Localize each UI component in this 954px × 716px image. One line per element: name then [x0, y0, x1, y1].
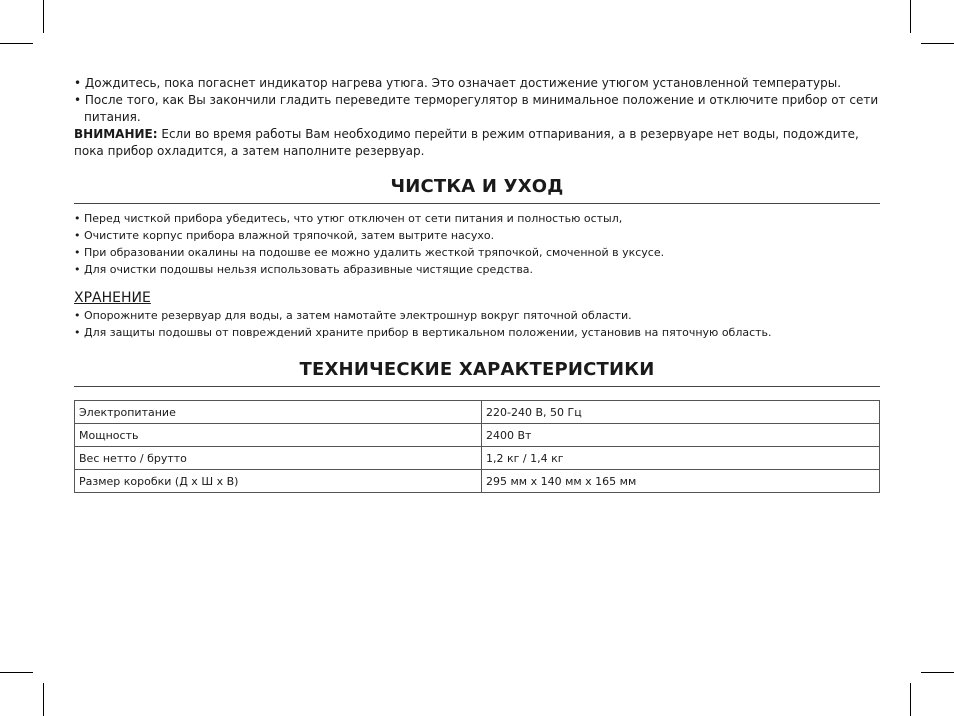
cleaning-item-1: • Перед чисткой прибора убедитесь, что утюг отключен от сети питания и полностью остыл, [74, 212, 623, 225]
spec-label: Мощность [75, 424, 482, 447]
crop-mark-bottom-right-v [910, 683, 911, 716]
storage-item-2: • Для защиты подошвы от повреждений храните прибор в вертикальном положении, установив на пяточную область. [74, 326, 772, 339]
page-content [74, 75, 880, 488]
intro-bullet-2: • После того, как Вы закончили гладить переведите терморегулятор в минимальное положение и отключите прибор от сети [74, 93, 879, 107]
specs-rule [74, 386, 880, 387]
storage-title: ХРАНЕНИЕ [74, 290, 151, 306]
specs-title: ТЕХНИЧЕСКИЕ ХАРАКТЕРИСТИКИ [299, 359, 655, 380]
warning-text-2: пока прибор охладится, а затем наполните резервуар. [74, 144, 425, 158]
spec-value: 1,2 кг / 1,4 кг [482, 447, 880, 470]
intro-section [74, 75, 880, 160]
spec-label: Вес нетто / брутто [75, 447, 482, 470]
spec-label: Электропитание [75, 401, 482, 424]
specs-table [74, 400, 880, 493]
spec-label: Размер коробки (Д х Ш х В) [75, 470, 482, 493]
crop-mark-bottom-right-h [921, 672, 954, 673]
crop-mark-top-right-v [910, 0, 911, 33]
crop-mark-bottom-left-h [0, 672, 33, 673]
spec-value: 220-240 В, 50 Гц [482, 401, 880, 424]
storage-item-1: • Опорожните резервуар для воды, а затем намотайте электрошнур вокруг пяточной области. [74, 309, 632, 322]
table-row [75, 447, 880, 470]
cleaning-item-3: • При образовании окалины на подошве ее можно удалить жесткой тряпочкой, смоченной в уксусе. [74, 246, 665, 259]
intro-bullet-2-continued: питания. [84, 110, 141, 124]
table-row [75, 470, 880, 493]
table-row [75, 424, 880, 447]
cleaning-item-2: • Очистите корпус прибора влажной тряпочкой, затем вытрите насухо. [74, 229, 495, 242]
warning-paragraph [74, 126, 880, 143]
spec-value: 2400 Вт [482, 424, 880, 447]
storage-section [74, 290, 880, 341]
cleaning-item-4: • Для очистки подошвы нельзя использовать абразивные чистящие средства. [74, 263, 534, 276]
table-row [75, 401, 880, 424]
cleaning-list [74, 210, 880, 278]
spec-value: 295 мм х 140 мм х 165 мм [482, 470, 880, 493]
crop-mark-top-left-v [43, 0, 44, 33]
crop-mark-bottom-left-v [43, 683, 44, 716]
warning-text: Если во время работы Вам необходимо перейти в режим отпаривания, а в резервуаре нет воды, подождите, [157, 127, 859, 141]
crop-mark-top-left-h [0, 43, 33, 44]
storage-list [74, 307, 880, 341]
crop-mark-top-right-h [921, 43, 954, 44]
warning-label: ВНИМАНИЕ: [74, 127, 158, 141]
intro-bullet-1: • Дождитесь, пока погаснет индикатор нагрева утюга. Это означает достижение утюгом установленной температуры. [74, 76, 842, 90]
cleaning-rule [74, 203, 880, 204]
cleaning-title: ЧИСТКА И УХОД [390, 176, 564, 197]
